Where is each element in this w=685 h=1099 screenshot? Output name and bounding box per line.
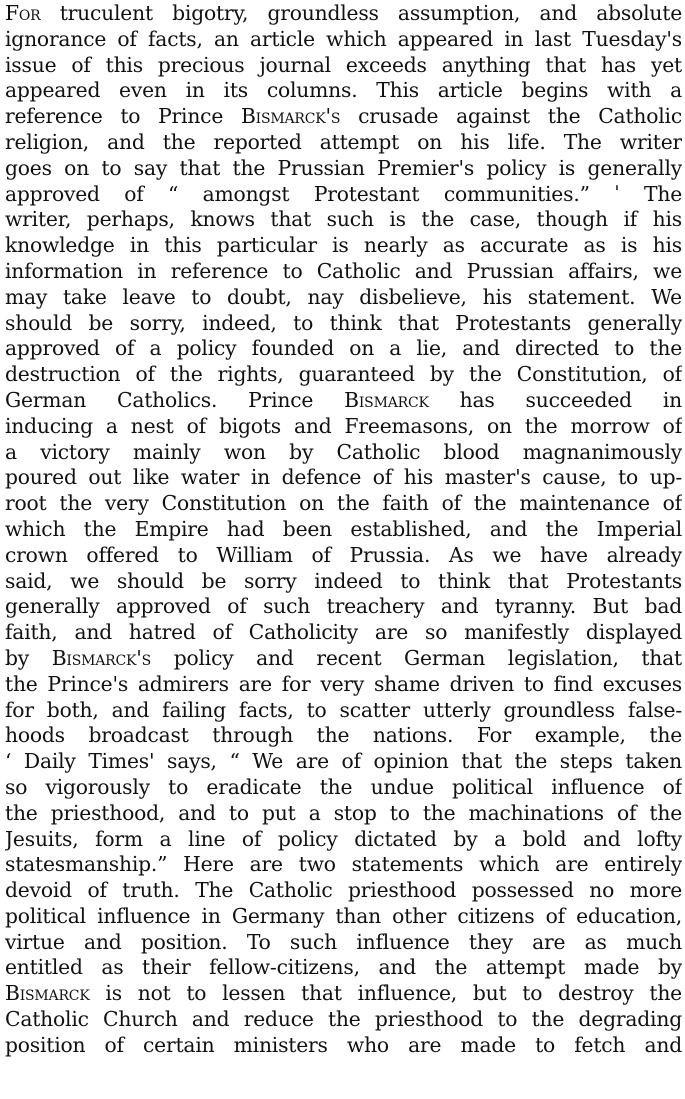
text-line (5, 259, 682, 285)
text-line (5, 104, 682, 130)
text-segment: has succeeded in (428, 387, 682, 412)
text-line (5, 465, 682, 491)
text-segment: information in reference to Catholic and Prussian affairs, we (5, 258, 682, 283)
text-line (5, 955, 682, 981)
text-segment: Jesuits, form a line of policy dictated by a bold and lofty (5, 826, 682, 851)
text-segment: destruction of the rights, guaranteed by the Constitution, of (5, 362, 682, 387)
text-line (5, 904, 682, 930)
text-segment: faith, and hatred of Catholicity are so manifestly displayed (5, 620, 682, 645)
text-segment: hoods broadcast through the nations. For example, the (5, 723, 682, 748)
text-segment: religion, and the reported attempt on his life. The writer (5, 129, 682, 154)
small-caps-segment: Bismarck's (51, 645, 152, 670)
text-line (5, 491, 682, 517)
text-segment: crown offered to William of Prussia. As we have already (5, 542, 682, 567)
text-line (5, 336, 682, 362)
text-line (5, 311, 682, 337)
text-segment: poured out like water in defence of his master's cause, to up- (5, 465, 682, 490)
text-segment: German Catholics. Prince (5, 387, 345, 412)
text-segment: policy and recent German legislation, that (151, 645, 682, 670)
text-segment: a victory mainly won by Catholic blood magnanimously (5, 439, 682, 464)
text-line (5, 182, 682, 208)
text-line (5, 440, 682, 466)
text-segment: devoid of truth. The Catholic priesthood possessed no more (5, 878, 682, 903)
text-segment: root the very Constitution on the faith of the maintenance of (5, 491, 682, 516)
text-segment: ignorance of facts, an article which appeared in last Tuesday's (5, 26, 682, 51)
text-segment: may take leave to doubt, nay disbelieve, his statement. We (5, 284, 682, 309)
text-segment: reference to Prince (5, 104, 241, 129)
text-segment: said, we should be sorry indeed to think that Protestants (5, 568, 682, 593)
text-line (5, 207, 682, 233)
text-segment: for both, and failing facts, to scatter utterly groundless false- (5, 697, 682, 722)
text-segment: by (5, 645, 52, 670)
article-page (0, 1, 685, 1099)
text-line (5, 698, 682, 724)
text-line (5, 27, 682, 53)
text-line (5, 749, 682, 775)
text-line (5, 156, 682, 182)
text-line (5, 1007, 682, 1033)
text-line (5, 827, 682, 853)
text-segment: which the Empire had been established, and the Imperial (5, 516, 682, 541)
text-line (5, 594, 682, 620)
small-caps-segment: For (5, 1, 41, 25)
text-segment: political influence in Germany than other citizens of education, (5, 903, 682, 928)
text-line (5, 414, 682, 440)
text-segment: the priesthood, and to put a stop to the machinations of the (5, 800, 682, 825)
text-line (5, 930, 682, 956)
text-segment: entitled as their fellow-citizens, and the attempt made by (5, 955, 682, 980)
text-line (5, 981, 682, 1007)
text-line (5, 130, 682, 156)
text-line (5, 852, 682, 878)
text-segment: virtue and position. To such influence they are as much (5, 929, 682, 954)
text-line (5, 388, 682, 414)
text-segment: crusade against the Catholic (340, 104, 682, 129)
text-segment: inducing a nest of bigots and Freemasons, on the morrow of (5, 413, 682, 438)
text-line (5, 362, 682, 388)
text-segment: goes on to say that the Prussian Premier's policy is generally (5, 155, 682, 180)
text-segment: appeared even in its columns. This article begins with a (5, 78, 682, 103)
text-segment: issue of this precious journal exceeds anything that has yet (5, 52, 682, 77)
text-line (5, 285, 682, 311)
text-line (5, 233, 682, 259)
text-line (5, 646, 682, 672)
text-segment: truculent bigotry, groundless assumption, and absolute (40, 1, 682, 25)
text-segment: Catholic Church and reduce the priesthood to the degrading (5, 1007, 682, 1032)
text-line (5, 620, 682, 646)
text-segment: writer, perhaps, knows that such is the case, though if his (5, 207, 682, 232)
text-segment: knowledge in this particular is nearly as accurate as is his (5, 233, 682, 258)
text-line (5, 775, 682, 801)
text-line (5, 878, 682, 904)
text-segment: ‘ Daily Times' says, “ We are of opinion that the steps taken (5, 749, 682, 774)
text-line (5, 1, 682, 27)
text-line (5, 543, 682, 569)
text-line (5, 78, 682, 104)
text-segment: so vigorously to eradicate the undue political influence of (5, 774, 682, 799)
small-caps-segment: Bismarck (344, 387, 429, 412)
text-segment: should be sorry, indeed, to think that Protestants generally (5, 310, 682, 335)
text-segment: generally approved of such treachery and tyranny. But bad (5, 594, 682, 619)
text-line (5, 569, 682, 595)
text-line (5, 672, 682, 698)
text-segment: approved of a policy founded on a lie, and directed to the (5, 336, 682, 361)
article-body (5, 1, 682, 1059)
text-line (5, 723, 682, 749)
text-segment: is not to lessen that influence, but to destroy the (89, 981, 682, 1006)
text-line (5, 53, 682, 79)
text-segment: approved of “ amongst Protestant communities.” ˈ The (5, 181, 682, 206)
text-line (5, 801, 682, 827)
small-caps-segment: Bismarck's (240, 104, 341, 129)
text-segment: statesmanship.” Here are two statements which are entirely (5, 852, 682, 877)
text-line (5, 1033, 682, 1059)
small-caps-segment: Bismarck (5, 981, 90, 1006)
text-segment: the Prince's admirers are for very shame driven to find excuses (5, 671, 682, 696)
text-segment: position of certain ministers who are made to fetch and (5, 1032, 682, 1057)
text-line (5, 517, 682, 543)
